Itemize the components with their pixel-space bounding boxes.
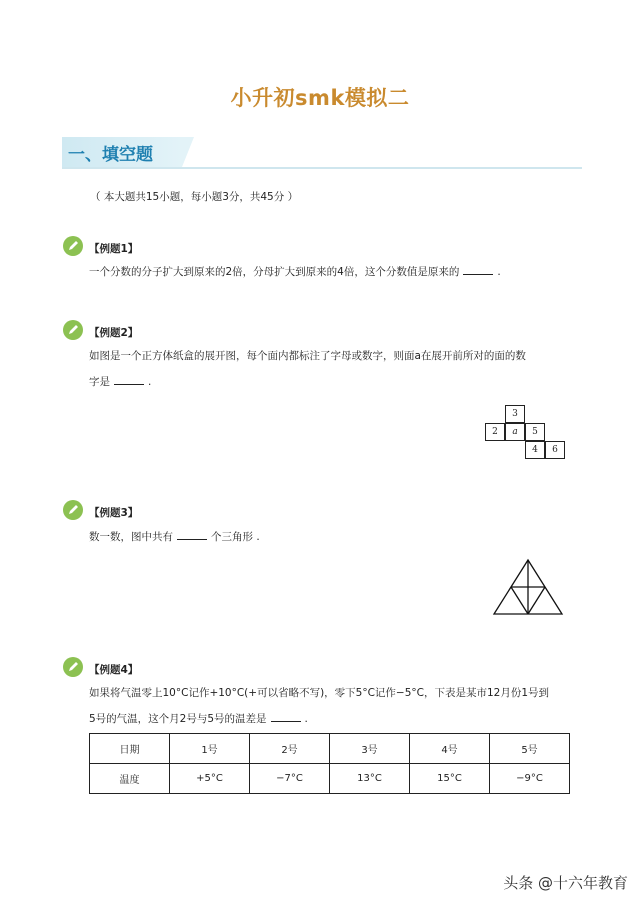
net-cell: a xyxy=(505,423,525,441)
net-cell: 5 xyxy=(525,423,545,441)
net-cell: 2 xyxy=(485,423,505,441)
table-cell: 13°C xyxy=(330,764,410,794)
table-cell: 2号 xyxy=(250,734,330,764)
table-cell: 1号 xyxy=(170,734,250,764)
pencil-icon xyxy=(63,657,83,677)
pencil-icon xyxy=(63,236,83,256)
section-header xyxy=(62,137,582,167)
table-cell: 温度 xyxy=(90,764,170,794)
table-cell: −9°C xyxy=(490,764,570,794)
table-cell: 4号 xyxy=(410,734,490,764)
watermark: 头条 @十六年教育 xyxy=(503,874,628,892)
example-2-line-1: 如图是一个正方体纸盒的展开图，每个面内都标注了字母或数字，则面a在展开前所对的面的数 xyxy=(89,350,526,362)
answer-blank xyxy=(463,264,493,275)
section-note: （ 本大题共15小题，每小题3分，共45分 ） xyxy=(90,191,299,203)
section-rule xyxy=(62,167,582,169)
example-1-line: 一个分数的分子扩大到原来的2倍，分母扩大到原来的4倍，这个分数值是原来的 xyxy=(89,266,460,278)
net-cell: 4 xyxy=(525,441,545,459)
triangle-figure xyxy=(492,558,564,616)
pencil-icon xyxy=(63,500,83,520)
section-label: 一、填空题 xyxy=(68,145,153,165)
net-cell: 6 xyxy=(545,441,565,459)
example-2-heading: 【例题2】 xyxy=(89,327,139,339)
table-cell: 日期 xyxy=(90,734,170,764)
table-cell: 15°C xyxy=(410,764,490,794)
net-cell: 3 xyxy=(505,405,525,423)
table-row xyxy=(90,764,570,794)
example-4-heading: 【例题4】 xyxy=(89,664,139,676)
example-3-line: 数一数，图中共有 xyxy=(89,531,173,543)
example-1-text xyxy=(89,259,579,285)
example-1-heading: 【例题1】 xyxy=(89,243,139,255)
table-cell: 3号 xyxy=(330,734,410,764)
example-2-end: . xyxy=(148,376,152,388)
example-4-line-2: 5号的气温，这个月2号与5号的温差是 xyxy=(89,713,267,725)
page-title: 小升初smk模拟二 xyxy=(230,86,410,110)
example-3-text xyxy=(89,524,579,550)
example-2-text xyxy=(89,343,579,395)
temperature-table xyxy=(89,733,570,794)
example-1-end: . xyxy=(497,266,501,278)
pencil-icon xyxy=(63,320,83,340)
answer-blank xyxy=(271,711,301,722)
example-3-heading: 【例题3】 xyxy=(89,507,139,519)
table-cell: +5°C xyxy=(170,764,250,794)
answer-blank xyxy=(114,374,144,385)
example-4-text xyxy=(89,680,579,732)
example-3-end: 个三角形 . xyxy=(211,531,260,543)
example-4-line-1: 如果将气温零上10°C记作+10°C(+可以省略不写)，零下5°C记作−5°C，下表是某市12月份1号到 xyxy=(89,687,550,699)
answer-blank xyxy=(177,529,207,540)
example-2-line-2: 字是 xyxy=(89,376,110,388)
table-cell: −7°C xyxy=(250,764,330,794)
example-4-end: . xyxy=(304,713,308,725)
table-header-row xyxy=(90,734,570,764)
table-cell: 5号 xyxy=(490,734,570,764)
